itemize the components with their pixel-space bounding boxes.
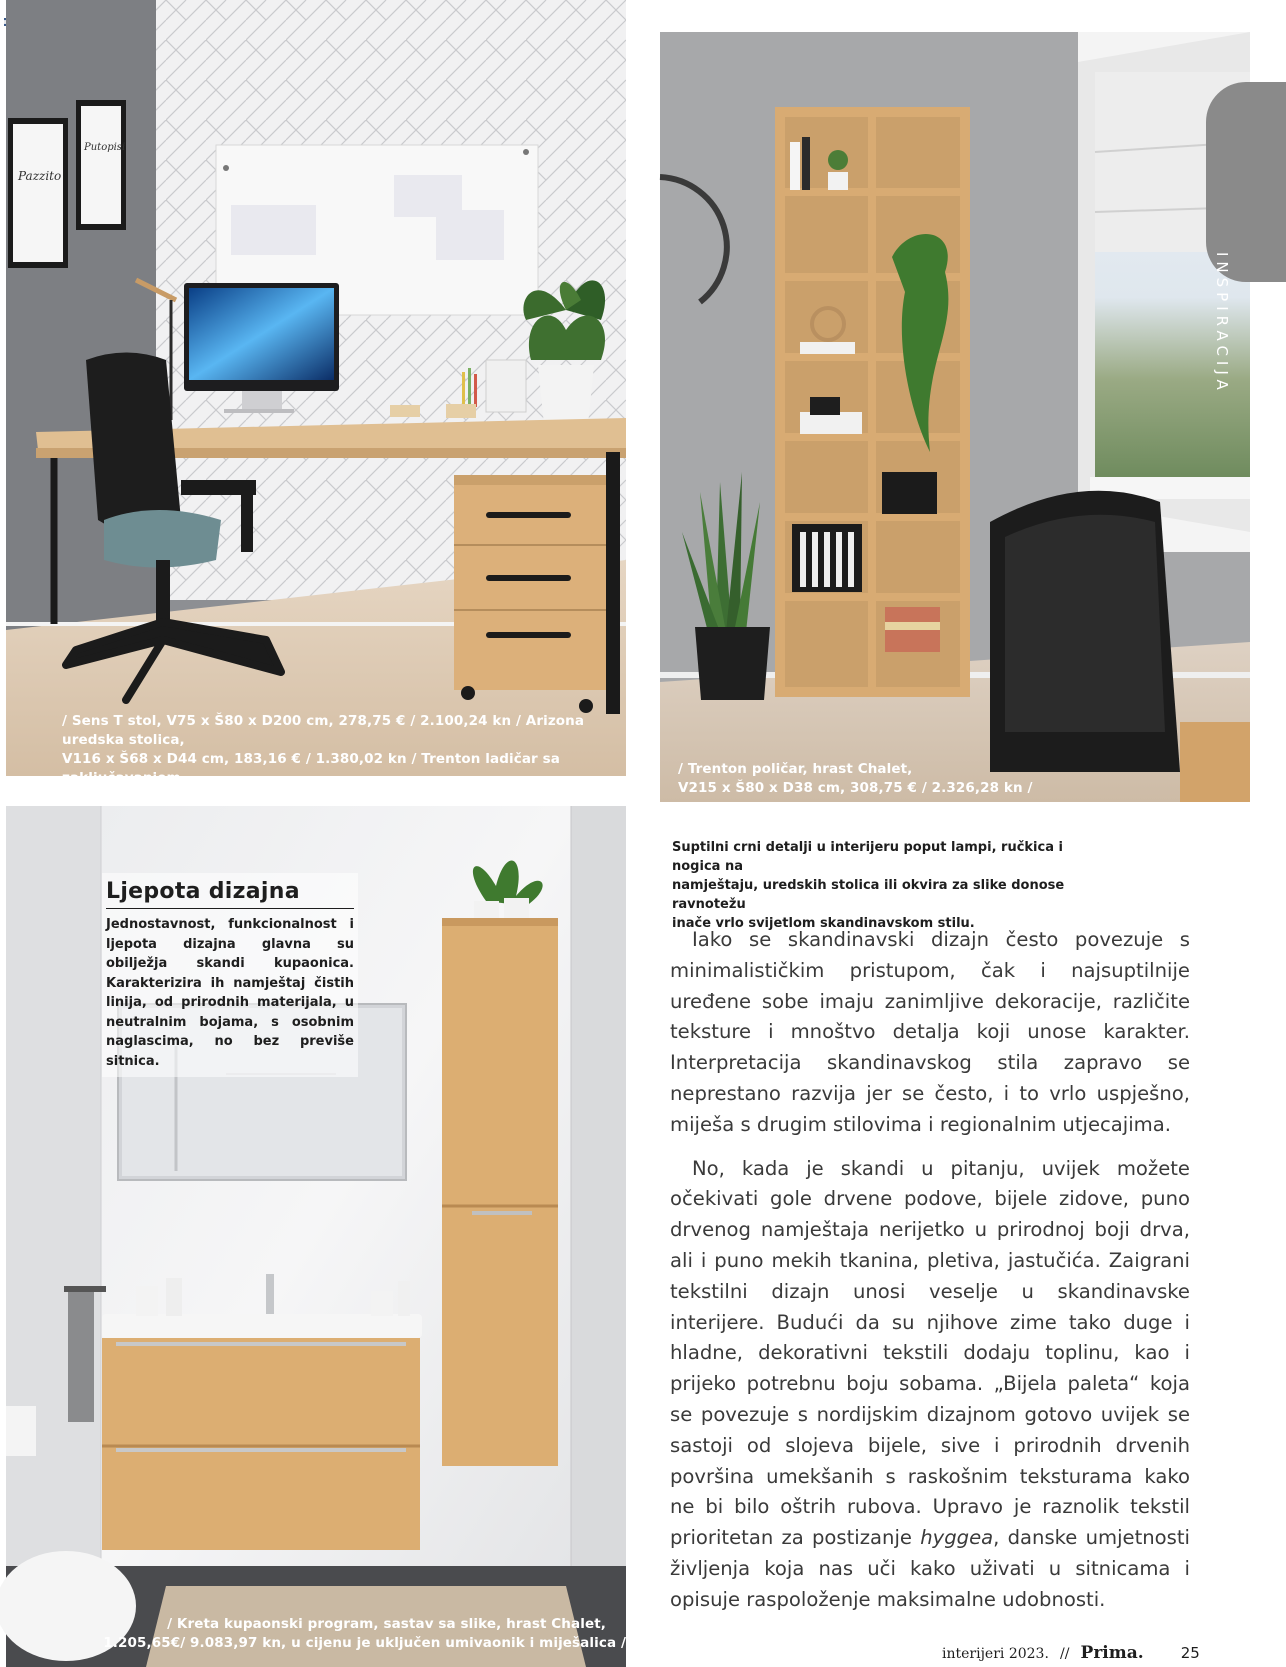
footer-brand: Prima. [1080, 1643, 1144, 1663]
shelf-photo [660, 32, 1250, 802]
caption-line: V116 x Š68 x D44 cm, 183,16 € / 1.380,02 kn / Trenton ladičar sa zaključavanjem, [62, 751, 560, 786]
paragraph-1: Iako se skandinavski dizajn često povezuje s minimalističkim pristupom, čak i najsuptilnije uređene sobe imaju zanimljive dekoracije, različite teksture i mnoštvo detalja koji unose karakter. Interpretacija skandinavskog stila zapravo se neprestano razvija jer se često, i to vrlo uspješno, miješa s drugim stilovima i regionalnim utjecajima. [670, 928, 1190, 1136]
side-caption-line: Suptilni crni detalji u interijeru poput lampi, ručkica i nogica na [672, 840, 1063, 874]
paragraph-2-text-b: , danske umjetnosti življenja koja nas uči kako uživati u sitnicama i opisuje raspoloženje maksimalne udobnosti. [670, 1526, 1191, 1611]
caption-line: V215 x Š80 x D38 cm, 308,75 € / 2.326,28 kn / [678, 780, 1033, 796]
bathroom-caption [86, 1615, 626, 1653]
caption-line: / Trenton poličar, hrast Chalet, [678, 761, 913, 777]
paragraph-2 [670, 1154, 1190, 1616]
caption-line: / Sens T stol, V75 x Š80 x D200 cm, 278,75 € / 2.100,24 kn / Arizona uredska stolica, [62, 713, 585, 748]
inset-box [102, 873, 358, 1077]
footer-separator: // [1060, 1646, 1070, 1662]
footer [942, 1643, 1200, 1663]
footer-publication: interijeri 2023. [942, 1646, 1049, 1662]
caption-line: 1.205,65€/ 9.083,97 kn, u cijenu je uključen umivaonik i miješalica / [103, 1635, 626, 1651]
office-photo [6, 0, 626, 805]
shelf-caption [678, 760, 1198, 798]
side-caption-line: inače vrlo svijetlom skandinavskom stilu. [672, 916, 975, 931]
office-caption [62, 712, 622, 807]
paragraph-2-text-a: No, kada je skandi u pitanju, uvijek možete očekivati gole drvene podove, bijele zidove, puno drvenog namještaja nerijetko u prirodnoj boji drva, ali i puno mekih tkanina, pletiva, jastučića. Zaigrani tekstilni dizajn unosi veselje u skandinavske interijere. Budući da su njihove zime tako duge i hladne, dekorativni tekstili dodaju toplinu, kao i prijeko potrebnu boju sobama. „Bijela paleta“ koja se povezuje s nordijskim dizajnom gotovo uvijek se sastoji od slojeva bijele, sive i prirodnih drvenih površina umekšanih s raskošnim teksturama kako ne bi bilo oštrih rubova. Upravo je raznolik tekstil prioritetan za postizanje [670, 1156, 1190, 1550]
caption-line: V63 x Š43 x D55 cm, 272,50 € / 2.053,15 kn / [62, 789, 408, 805]
inset-title: Ljepota dizajna [106, 879, 354, 909]
article-body [670, 925, 1190, 1629]
section-tab-label: INSPIRACIJA [1213, 252, 1231, 395]
poster-2-text: Putopisi [84, 142, 126, 153]
side-caption-line: namještaju, uredskih stolica ili okvira za slike donose ravnotežu [672, 878, 1065, 912]
poster-1-text: Pazzito [18, 169, 62, 183]
inset-text: Jednostavnost, funkcionalnost i ljepota dizajna glavna su obilježja skandi kupaonica. Karakterizira ih namještaj čistih linija, od prirodnih materijala, u neutralnim bojama, s osobnim naglascima, no bez previše sitnica. [106, 917, 354, 1069]
page-number: 25 [1180, 1644, 1200, 1662]
caption-line: / Kreta kupaonski program, sastav sa slike, hrast Chalet, [167, 1616, 606, 1632]
side-caption [672, 838, 1112, 933]
section-tab [1206, 82, 1286, 395]
paragraph-2-italic: hyggea [920, 1526, 994, 1550]
